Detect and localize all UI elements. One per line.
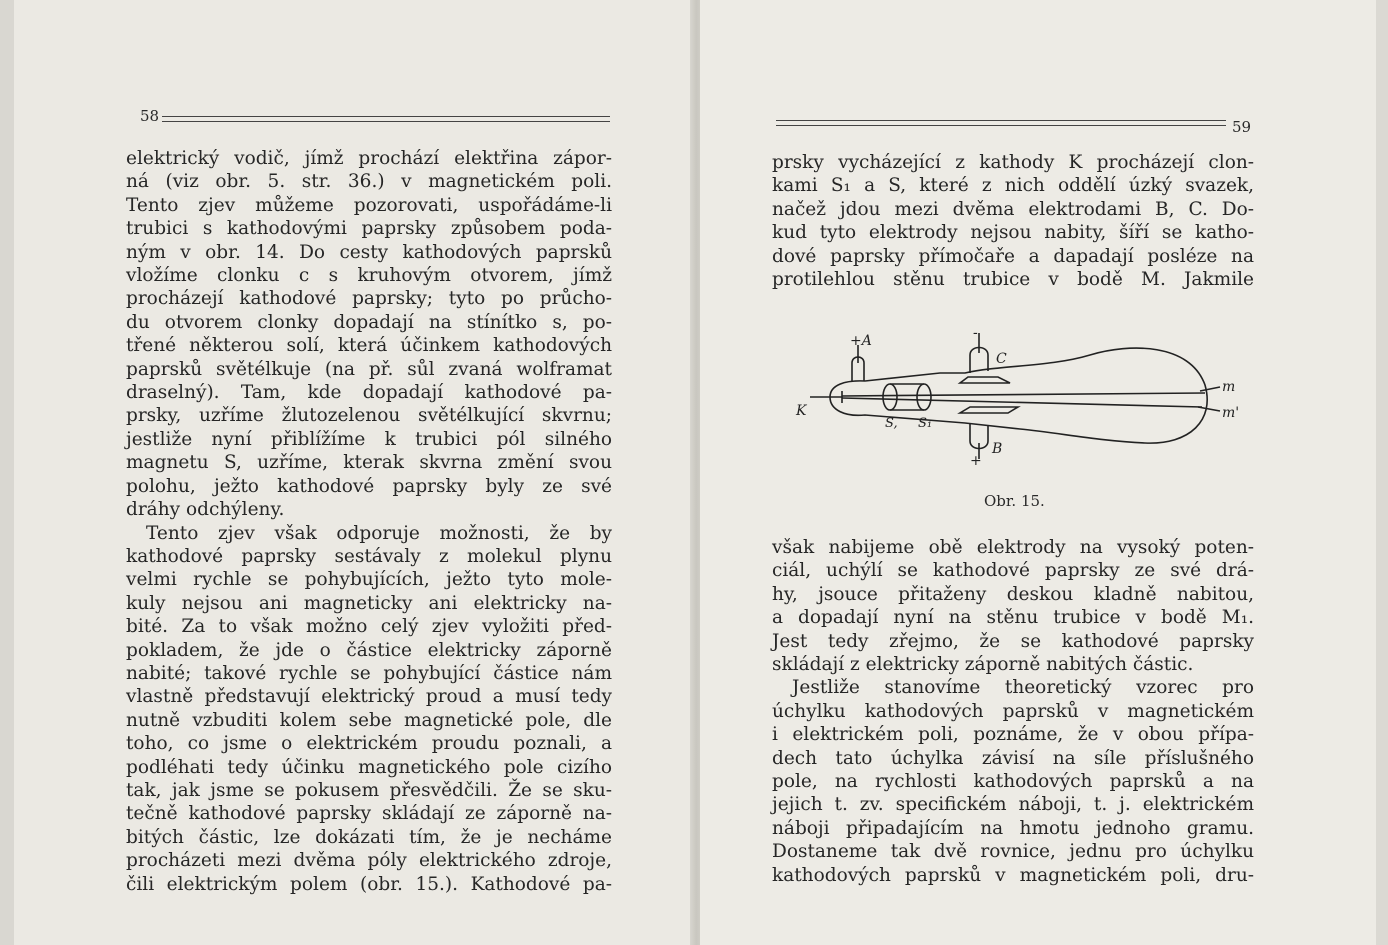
label-electrode-c: C [996,351,1007,367]
text-line: Dostaneme tak dvě rovnice, jednu pro úchylku [772,841,1254,863]
figure-caption: Obr. 15. [984,492,1045,510]
text-line: procházejí kathodové paprsky; tyto po průcho- [126,288,612,310]
text-line: ná (viz obr. 5. str. 36.) v magnetickém poli. [126,171,612,193]
text-line: úchylku kathodových paprsků v magnetickém [772,700,1254,722]
text-line: jestliže nyní přiblížíme k trubici pól silného [126,428,612,450]
text-line: magnetu S, uzříme, kterak skvrna změní svou [126,452,612,474]
text-line: bité. Za to však možno celý zjev vyložiti před- [126,616,612,638]
text-line: protilehlou stěnu trubice v bodě M. Jakmile [772,269,1254,291]
label-cathode: K [796,403,807,419]
text-line: a dopadají nyní na stěnu trubice v bodě M₁. [772,607,1254,629]
header-rule-left [162,116,610,122]
text-line: tak, jak jsme se pokusem přesvědčili. Že se sku- [126,779,612,801]
right-page-text-top [772,151,1254,291]
text-line: trubici s kathodovými paprsky způsobem poda- [126,218,612,240]
text-line: vlastně představují elektrický proud a musí tedy [126,686,612,708]
text-line: i elektrickém poli, poznáme, že v obou přípa- [772,724,1254,746]
text-line: kuly nejsou ani magneticky ani elektricky na- [126,592,612,614]
text-line: prsky vycházející z kathody K procházejí clon- [772,152,1254,173]
page-number-right: 59 [1232,118,1252,136]
right-page [700,0,1376,945]
label-slit-1: S, [885,416,898,431]
header-rule-right [776,120,1226,126]
text-line: Tento zjev můžeme pozorovati, uspořádáme-li [126,194,612,216]
right-page-text-bottom [772,536,1254,887]
text-line: du otvorem clonky dopadají na stínítko s, po- [126,311,612,333]
text-line: dech tato úchylka závisí na síle příslušného [772,747,1254,769]
text-line: vložíme clonku c s kruhovým otvorem, jímž [126,265,612,287]
page-number-left: 58 [140,107,160,125]
text-line: kami S₁ a S, které z nich oddělí úzký svazek, [772,175,1254,197]
text-line: velmi rychle se pohybujících, ježto tyto mole- [126,569,612,591]
text-line: nutně vzbuditi kolem sebe magnetické pole, dle [126,709,612,731]
label-electrode-b: B [992,441,1003,457]
text-line: elektrický vodič, jímž prochází elektřina zápor- [126,148,612,169]
text-line: náboji připadajícím na hmotu jednoho gramu. [772,817,1254,839]
text-line: polohu, ježto kathodové paprsky byly ze své [126,475,612,497]
text-line: dové paprsky přímočaře a dapadají posléze na [772,245,1254,267]
text-line: skládají z elektricky záporně nabitých částic. [772,654,1194,676]
text-line: čili elektrickým polem (obr. 15.). Kathodové pa- [126,873,612,895]
text-line: podléhati tedy účinku magnetického pole cizího [126,756,612,778]
text-line: ciál, uchýlí se kathodové paprsky ze své drá- [772,560,1254,582]
text-line: kathodových paprsků v magnetickém poli, dru- [772,864,1254,886]
text-line: nabité; takové rychle se pohybující částice nám [126,662,612,684]
text-line: kud tyto elektrody nejsou nabity, šíří se katho- [772,222,1254,244]
text-line: paprsků světélkuje (na př. sůl zvaná wolframat [126,358,612,380]
text-line: načež jdou mezi dvěma elektrodami B, C. Do- [772,198,1254,220]
label-minus: - [973,325,978,341]
text-line: draselný). Tam, kde dopadají kathodové pa- [126,382,612,404]
text-line: však nabijeme obě elektrody na vysoký poten- [772,537,1254,558]
label-anode: +A [850,333,872,349]
figure-cathode-ray-tube [790,325,1250,475]
text-line: pokladem, že jde o částice elektricky záporně [126,639,612,661]
left-page [14,0,692,945]
label-point-m1: m' [1222,405,1240,421]
text-line: kathodové paprsky sestávaly z molekul plynu [126,545,612,567]
text-line: Jestliže stanovíme theoretický vzorec pro [792,677,1254,699]
text-line: pole, na rychlosti kathodových paprsků a na [772,771,1254,793]
text-line: jejich t. zv. specifickém náboji, t. j. elektrickém [772,794,1254,816]
left-book-edge [0,0,14,945]
text-line: prsky, uzříme žlutozelenou světélkující skvrnu; [126,405,612,427]
text-line: Jest tedy zřejmo, že se kathodové paprsky [772,630,1254,652]
right-book-edge [1376,0,1388,945]
label-slit-2: S₁ [918,416,933,431]
text-line: procházeti mezi dvěma póly elektrického zdroje, [126,850,612,872]
text-line: bitých částic, lze dokázati tím, že je necháme [126,826,612,848]
label-point-m: m [1222,379,1236,395]
text-line: Tento zjev však odporuje možnosti, že by [146,522,612,544]
text-line: tečně kathodové paprsky skládají ze záporně na- [126,803,612,825]
left-page-text [126,147,612,896]
text-line: ným v obr. 14. Do cesty kathodových paprsků [126,241,612,263]
text-line: hy, jsouce přitaženy deskou kladně nabitou, [772,583,1254,605]
text-line: dráhy odchýleny. [126,499,285,521]
text-line: třené některou solí, která účinkem kathodových [126,335,612,357]
label-plus: + [970,453,982,469]
text-line: toho, co jsme o elektrickém proudu poznali, a [126,733,612,755]
